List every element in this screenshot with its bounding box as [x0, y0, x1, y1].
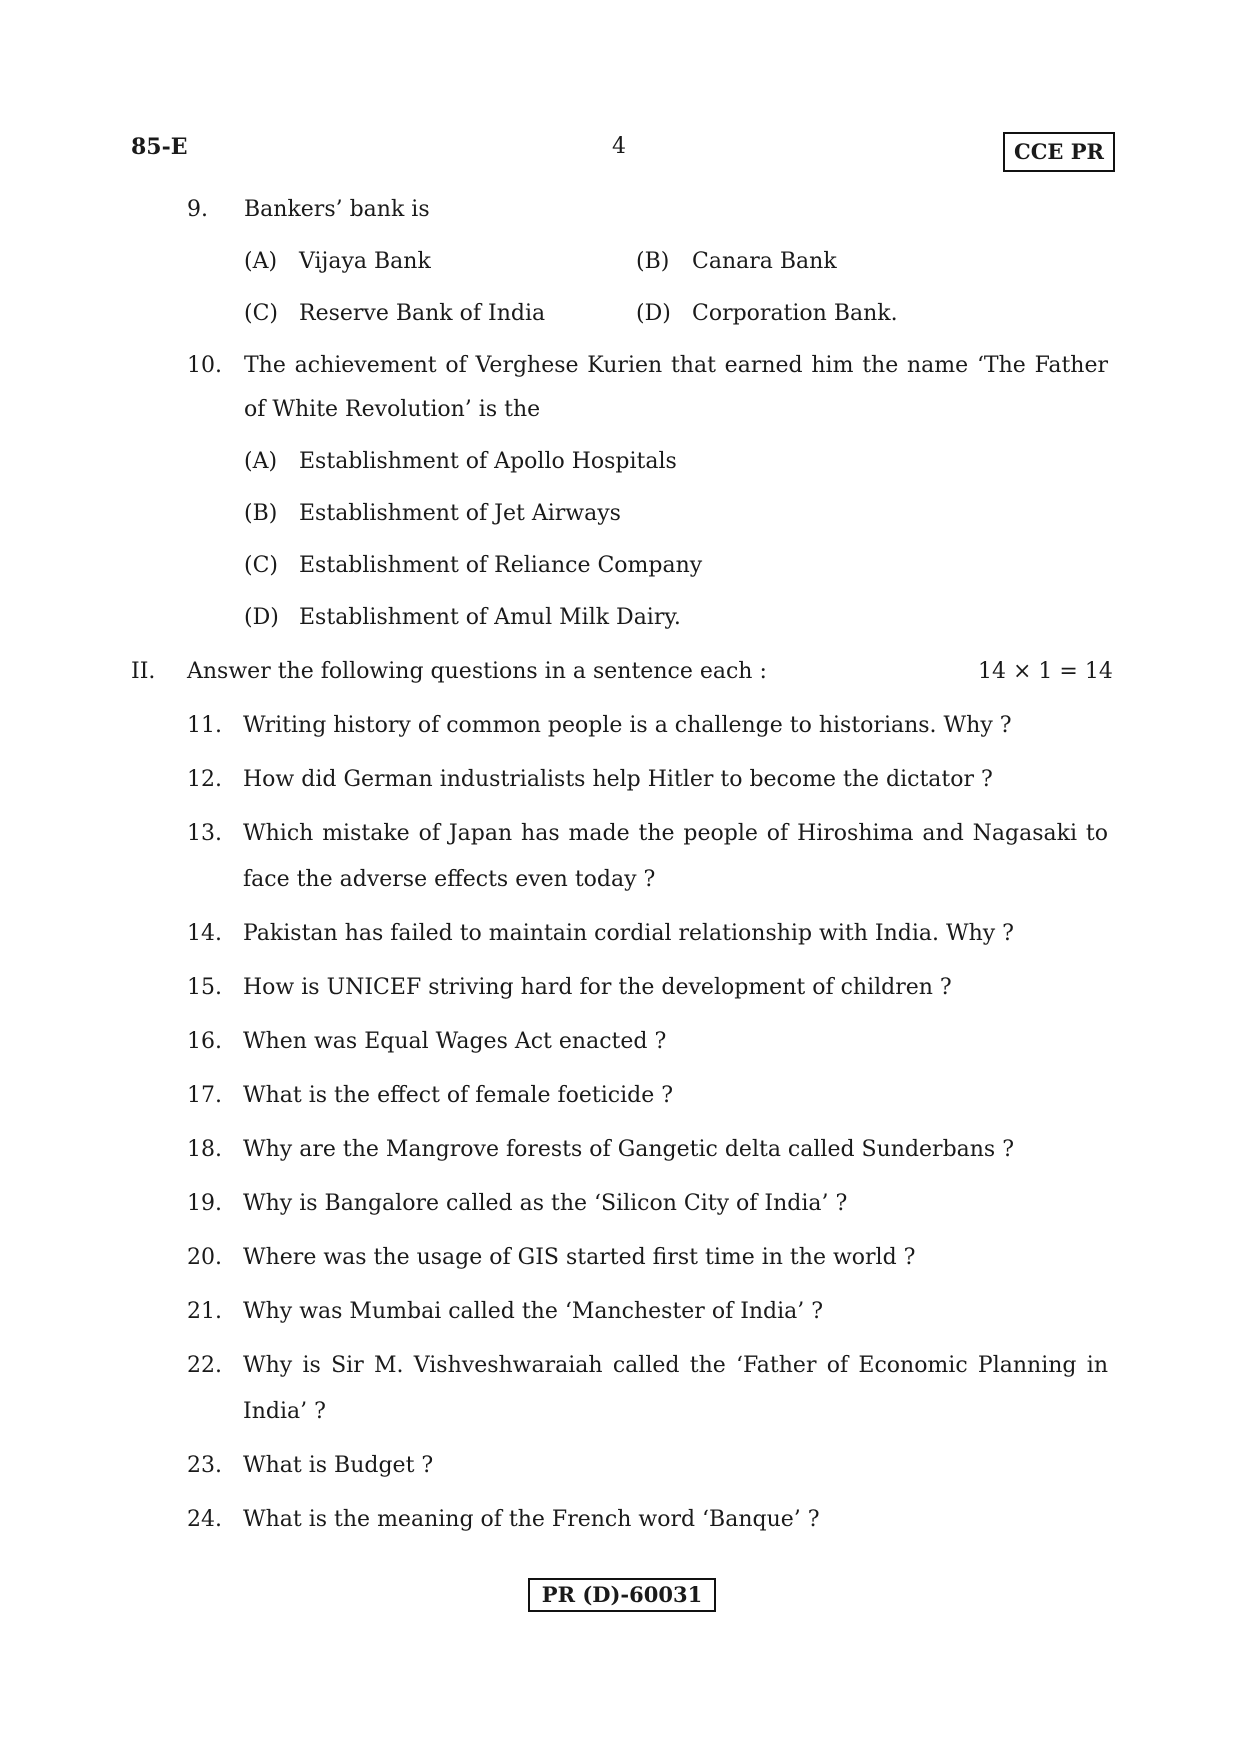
footer-code-box: PR (D)-60031 [528, 1578, 716, 1612]
question-text: How is UNICEF striving hard for the development of children ? [243, 975, 952, 1000]
option-key: (C) [244, 301, 278, 326]
question-number: 9. [187, 197, 208, 222]
question-text: Why was Mumbai called the ‘Manchester of India’ ? [243, 1299, 824, 1324]
question-number: 24. [187, 1507, 222, 1532]
question-number: 18. [187, 1137, 222, 1162]
question-number: 10. [187, 353, 222, 378]
option-key: (B) [244, 501, 278, 526]
question-text: Why is Sir M. Vishveshwaraiah called the ‘Father of Economic Planning in [243, 1353, 1108, 1378]
question-number: 14. [187, 921, 222, 946]
option-text: Canara Bank [692, 249, 837, 274]
question-number: 12. [187, 767, 222, 792]
paper-code: 85-E [131, 134, 188, 160]
section-number: II. [131, 659, 156, 684]
question-text-continued: of White Revolution’ is the [244, 397, 541, 422]
question-number: 11. [187, 713, 222, 738]
option-key: (A) [244, 249, 278, 274]
page-number: 4 [612, 134, 626, 159]
question-number: 13. [187, 821, 222, 846]
question-text: When was Equal Wages Act enacted ? [243, 1029, 667, 1054]
question-number: 15. [187, 975, 222, 1000]
question-text: Which mistake of Japan has made the people of Hiroshima and Nagasaki to [243, 821, 1108, 846]
question-text-continued: face the adverse effects even today ? [243, 867, 656, 892]
question-text: Why are the Mangrove forests of Gangetic delta called Sunderbans ? [243, 1137, 1015, 1162]
option-text: Reserve Bank of India [299, 301, 546, 326]
question-number: 19. [187, 1191, 222, 1216]
question-text: What is the effect of female foeticide ? [243, 1083, 673, 1108]
section-instruction: Answer the following questions in a sentence each : [187, 659, 767, 684]
question-text: How did German industrialists help Hitler to become the dictator ? [243, 767, 993, 792]
option-key: (B) [636, 249, 670, 274]
option-text: Corporation Bank. [692, 301, 898, 326]
option-key: (C) [244, 553, 278, 578]
question-text: Bankers’ bank is [244, 197, 430, 222]
question-text: Why is Bangalore called as the ‘Silicon City of India’ ? [243, 1191, 848, 1216]
question-text: Pakistan has failed to maintain cordial relationship with India. Why ? [243, 921, 1014, 946]
question-number: 20. [187, 1245, 222, 1270]
option-text: Establishment of Reliance Company [299, 553, 703, 578]
option-text: Establishment of Jet Airways [299, 501, 621, 526]
question-number: 22. [187, 1353, 222, 1378]
question-text-continued: India’ ? [243, 1399, 326, 1424]
question-text: What is the meaning of the French word ‘Banque’ ? [243, 1507, 820, 1532]
option-text: Establishment of Amul Milk Dairy. [299, 605, 681, 630]
option-text: Vijaya Bank [299, 249, 431, 274]
paper-label-box: CCE PR [1003, 132, 1115, 172]
question-text: What is Budget ? [243, 1453, 434, 1478]
section-marks: 14 × 1 = 14 [978, 659, 1113, 684]
question-number: 17. [187, 1083, 222, 1108]
option-text: Establishment of Apollo Hospitals [299, 449, 677, 474]
question-number: 23. [187, 1453, 222, 1478]
option-key: (D) [244, 605, 279, 630]
option-key: (A) [244, 449, 278, 474]
question-text: Where was the usage of GIS started first time in the world ? [243, 1245, 916, 1270]
option-key: (D) [636, 301, 671, 326]
question-number: 16. [187, 1029, 222, 1054]
question-text: Writing history of common people is a challenge to historians. Why ? [243, 713, 1012, 738]
question-number: 21. [187, 1299, 222, 1324]
question-text: The achievement of Verghese Kurien that earned him the name ‘The Father [244, 353, 1108, 378]
